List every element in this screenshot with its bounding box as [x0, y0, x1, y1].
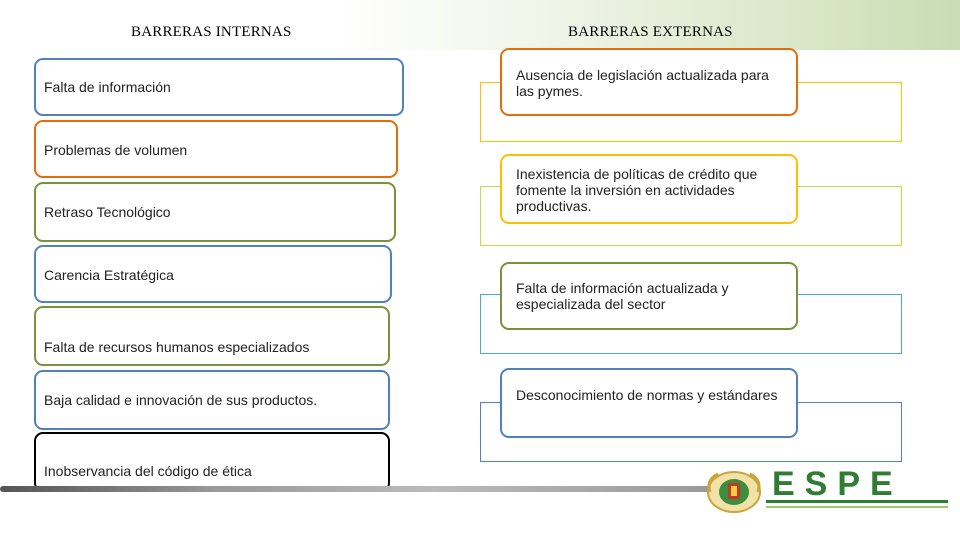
external-barrier-box — [500, 368, 798, 438]
internal-barrier-box — [34, 245, 392, 303]
internal-barrier-label: Falta de recursos humanos especializados — [44, 339, 310, 355]
external-heading: BARRERAS EXTERNAS — [568, 24, 733, 40]
internal-barrier-label: Falta de información — [44, 79, 171, 95]
external-barrier-label: Inexistencia de políticas de crédito que fomente la inversión en actividades productivas. — [516, 166, 758, 214]
external-barrier-box — [500, 262, 798, 330]
internal-barrier-box — [34, 182, 396, 242]
espe-logo — [704, 466, 954, 520]
internal-barrier-label: Carencia Estratégica — [44, 267, 174, 283]
internal-barrier-label: Baja calidad e innovación de sus productos. — [44, 392, 318, 408]
internal-barrier-label: Retraso Tecnológico — [44, 204, 171, 220]
internal-barrier-box — [34, 58, 404, 116]
footer-divider — [0, 486, 720, 492]
external-barrier-label: Ausencia de legislación actualizada para las pymes. — [516, 67, 769, 99]
external-barrier-box — [500, 154, 798, 224]
internal-barrier-box — [34, 432, 390, 492]
internal-barrier-box — [34, 120, 398, 178]
internal-barrier-label: Inobservancia del código de ética — [44, 463, 252, 479]
external-barrier-box — [500, 48, 798, 116]
internal-barrier-box — [34, 306, 390, 366]
internal-barrier-box — [34, 370, 390, 430]
external-barrier-label: Desconocimiento de normas y estándares — [516, 387, 778, 403]
internal-barrier-label: Problemas de volumen — [44, 142, 188, 158]
logo-wordmark: ESPE — [772, 465, 903, 503]
internal-heading: BARRERAS INTERNAS — [131, 24, 292, 40]
external-barrier-label: Falta de información actualizada y especializada del sector — [516, 280, 729, 312]
